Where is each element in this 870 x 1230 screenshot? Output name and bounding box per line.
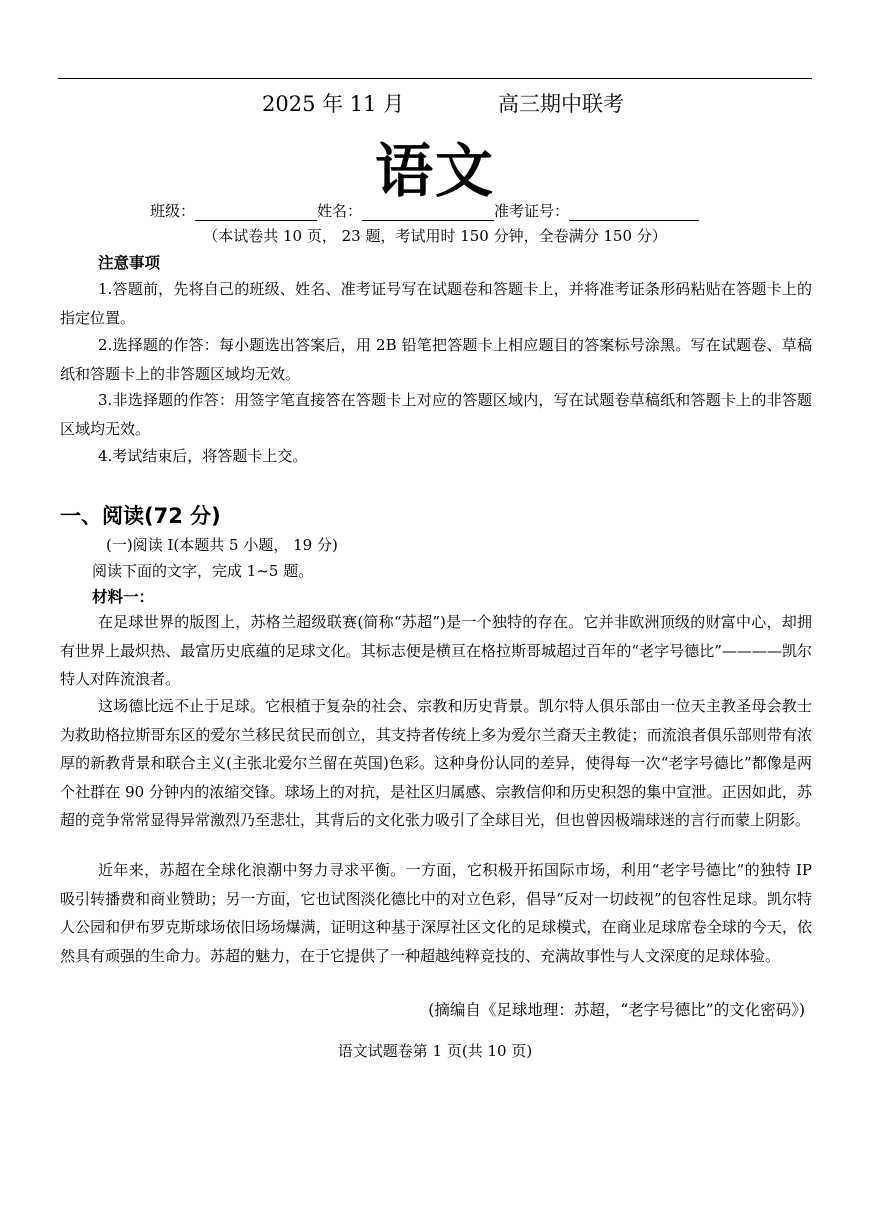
exam-name: 高三期中联考 bbox=[498, 92, 624, 116]
subject-title: 语文 bbox=[374, 137, 495, 205]
passage-paragraph: 近年来，苏超在全球化浪潮中努力寻求平衡。一方面，它积极开拓国际市场，利用“老字号德比”的独特 IP 吸引转播费和商业赞助；另一方面，它也试图淡化德比中的对立色彩，倡导“反对一切歧视”的包容性足球。凯尔特人公园和伊布罗克斯球场依旧场场爆满，证明这种基于深厚社区文化的足球模式，在商业足球席卷全球的今天，依然具有顽强的生命力。苏超的魅力，在于它提供了一种超越纯粹竞技的、充满故事性与人文深度的足球体验。 bbox=[60, 861, 812, 965]
note-item: 4.考试结束后，将答题卡上交。 bbox=[98, 447, 308, 465]
note-item: 1.答题前，先将自己的班级、姓名、准考证号写在试题卷和答题卡上，并将准考证条形码粘贴在答题卡上的指定位置。 bbox=[60, 280, 812, 327]
exam-id-label: 准考证号： bbox=[494, 202, 570, 220]
exam-date: 2025 年 11 月 bbox=[262, 92, 405, 116]
subsection-title: (一)阅读 I(本题共 5 小题， 19 分) bbox=[106, 536, 338, 554]
passage-paragraph: 在足球世界的版图上，苏格兰超级联赛(简称“苏超”)是一个独特的存在。它并非欧洲顶级的财富中心，却拥有世界上最炽热、最富历史底蕴的足球文化。其标志便是横亘在格拉斯哥城超过百年的“老字号德比”————凯尔特人对阵流浪者。 bbox=[60, 613, 812, 688]
section-title: 一、阅读(72 分) bbox=[60, 504, 221, 528]
name-label: 姓名： bbox=[317, 202, 363, 220]
passage-source: (摘编自《足球地理：苏超，“老字号德比”的文化密码》) bbox=[428, 1001, 805, 1019]
page-footer: 语文试题卷第 1 页(共 10 页) bbox=[337, 1042, 533, 1060]
exam-info: （本试卷共 10 页， 23 题，考试用时 150 分钟，全卷满分 150 分） bbox=[203, 227, 667, 245]
note-item: 3.非选择题的作答：用签字笔直接答在答题卡上对应的答题区域内，写在试题卷草稿纸和答题卡上的非答题区域均无效。 bbox=[60, 391, 812, 438]
student-info-fields bbox=[150, 200, 699, 221]
reading-instruction: 阅读下面的文字，完成 1~5 题。 bbox=[92, 562, 314, 580]
passage-paragraph: 这场德比远不止于足球。它根植于复杂的社会、宗教和历史背景。凯尔特人俱乐部由一位天主教圣母会教士为救助格拉斯哥东区的爱尔兰移民贫民而创立，其支持者传统上多为爱尔兰裔天主教徒；而流浪者俱乐部则带有浓厚的新教背景和联合主义(主张北爱尔兰留在英国)色彩。这种身份认同的差异，使得每一次“老字号德比”都像是两个社群在 90 分钟内的浓缩交锋。球场上的对抗，是社区归属感、宗教信仰和历史积怨的集中宣泄。正因如此，苏超的竞争常常显得异常激烈乃至悲壮，其背后的文化张力吸引了全球目光，但也曾因极端球迷的言行而蒙上阴影。 bbox=[60, 697, 812, 829]
notes-title: 注意事项 bbox=[98, 254, 161, 272]
exam-id-blank bbox=[569, 202, 699, 221]
material-title: 材料一： bbox=[92, 588, 155, 606]
note-item: 2.选择题的作答：每小题选出答案后，用 2B 铅笔把答题卡上相应题目的答案标号涂黑。写在试题卷、草稿纸和答题卡上的非答题区域均无效。 bbox=[60, 336, 812, 383]
top-rule bbox=[58, 78, 812, 79]
class-label: 班级： bbox=[150, 202, 196, 220]
name-blank bbox=[362, 202, 494, 221]
class-blank bbox=[195, 202, 317, 221]
